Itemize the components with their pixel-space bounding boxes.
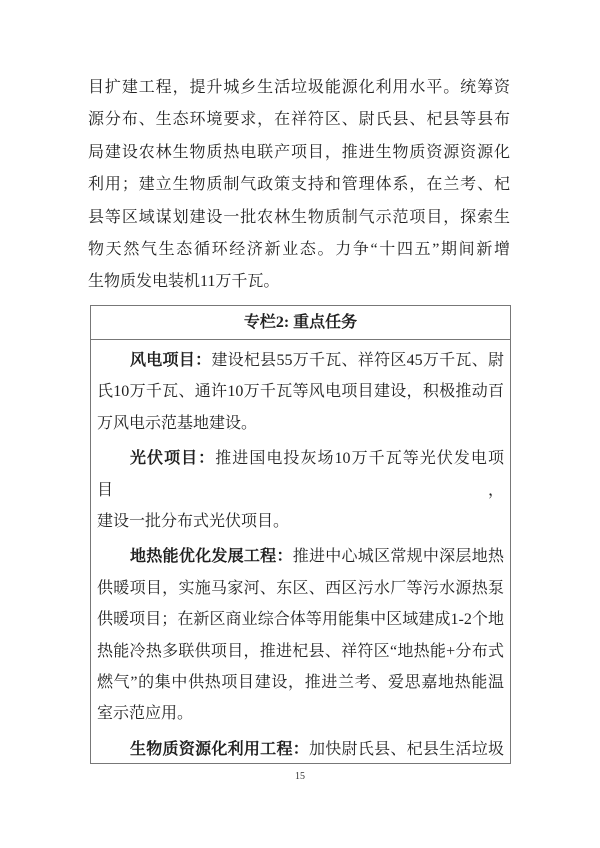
task-item-line: 供暖项目，实施马家河、东区、西区污水厂等污水源热泵 — [97, 579, 504, 597]
task-item-text: 建设杞县55万千瓦、祥符区45万千瓦、尉 — [211, 352, 504, 369]
paragraph-line: 局建设农林生物质热电联产项目，推进生物质资源资源化 — [88, 143, 510, 161]
task-item-label: 风电项目： — [130, 352, 212, 369]
paragraph-line: 源分布、生态环境要求，在祥符区、尉氏县、杞县等县布 — [88, 111, 510, 129]
task-item-text: 推进中心城区常规中深层地热 — [292, 548, 504, 566]
task-item-biomass — [97, 734, 504, 764]
task-item-first-line — [97, 734, 504, 764]
task-item-line: 热能冷热多联供项目，推进杞县、祥符区“地热能+分布式 — [97, 642, 504, 660]
page-number: 15 — [295, 771, 305, 782]
panel-body — [91, 340, 510, 764]
body-paragraph — [88, 72, 510, 299]
task-item-first-line — [97, 443, 504, 506]
task-item-line: 万风电示范基地建设。 — [97, 414, 258, 432]
task-item-line: 建设一批分布式光伏项目。 — [97, 513, 290, 531]
task-panel — [90, 305, 511, 764]
task-item-solar — [97, 443, 504, 537]
task-item-line: 氏10万千瓦、通许10万千瓦等风电项目建设，积极推动百 — [97, 383, 504, 401]
paragraph-line: 目扩建工程，提升城乡生活垃圾能源化利用水平。统筹资 — [88, 79, 510, 96]
task-item-geothermal — [97, 541, 504, 729]
paragraph-line: 县等区域谋划建设一批农林生物质制气示范项目，探索生 — [88, 208, 510, 226]
task-item-text: 加快尉氏县、杞县生活垃圾 — [309, 740, 504, 758]
task-item-label: 地热能优化发展工程： — [130, 548, 293, 566]
paragraph-line: 物天然气生态循环经济新业态。力争“十四五”期间新增 — [88, 241, 510, 259]
panel-title: 专栏2: 重点任务 — [243, 314, 358, 331]
task-item-text: 推进国电投灰场10万千瓦等光伏发电项目， — [97, 450, 504, 499]
panel-header — [91, 306, 510, 340]
task-item-line: 室示范应用。 — [97, 705, 194, 723]
task-item-first-line — [97, 541, 504, 572]
task-item-line: 供暖项目；在新区商业综合体等用能集中区域建成1-2个地 — [97, 611, 504, 629]
task-item-line: 燃气”的集中供热项目建设，推进兰考、爱思嘉地热能温 — [97, 674, 504, 692]
task-item-label: 光伏项目： — [130, 450, 216, 468]
task-item-label: 生物质资源化利用工程： — [130, 740, 309, 758]
task-item-first-line — [97, 345, 504, 376]
paragraph-line: 利用；建立生物质制气政策支持和管理体系，在兰考、杞 — [88, 176, 510, 194]
task-item-wind — [97, 345, 504, 439]
paragraph-line: 生物质发电装机11万千瓦。 — [88, 273, 280, 291]
